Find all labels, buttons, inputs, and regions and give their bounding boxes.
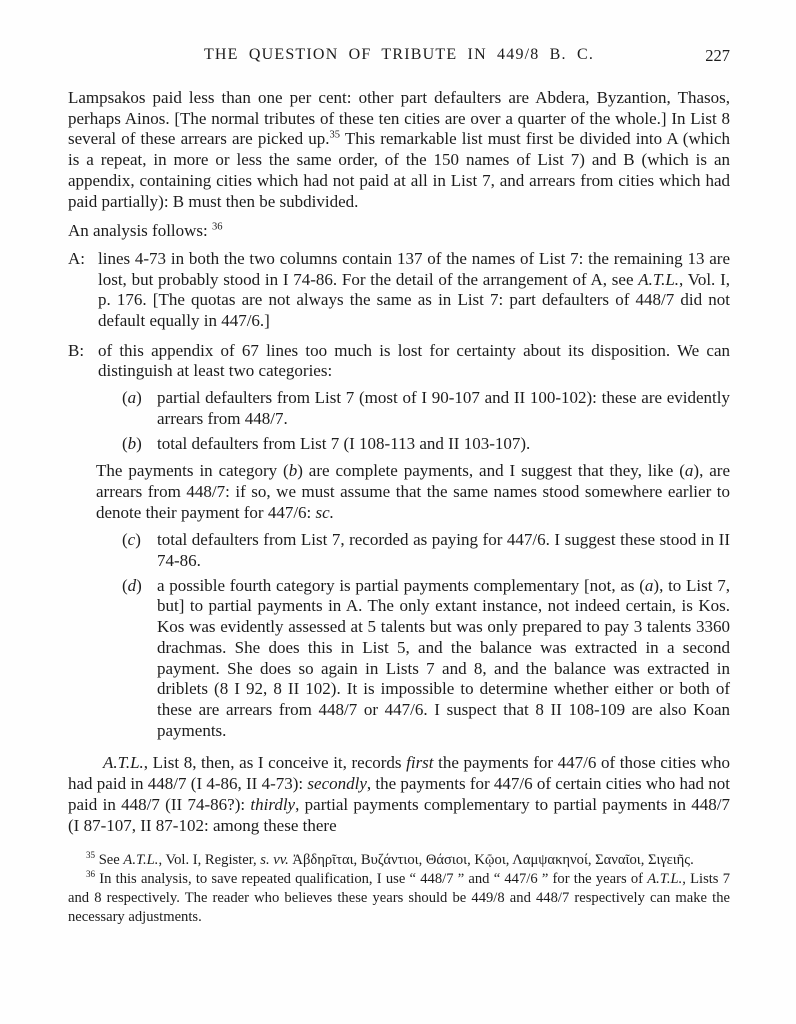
paragraph-payments: The payments in category (b) are complete payments, and I suggest that they, like (a), are arrears from 448/7: if so, we must assume that the same names stood somewhere earlier to denote their payment for 447/6: sc. [96, 461, 730, 522]
page-number: 227 [705, 46, 730, 65]
analysis-item-A [68, 249, 730, 332]
item-B-label: B: [68, 340, 85, 360]
paragraph-atl-summary: A.T.L., List 8, then, as I conceive it, records first the payments for 447/6 of those cities who had paid in 448/7 (I 4-86, II 4-73): secondly, the payments for 447/6 of certain cities who had not paid in 448/7 (II 74-86?): thirdly, partial payments complementary to partial payments in 448/7 (I 87-107, II 87-102: among these there [68, 753, 730, 835]
sub-item-b-label-runs: (b) [122, 433, 142, 453]
page-title: THE QUESTION OF TRIBUTE IN 449/8 B. C. [203, 46, 595, 63]
sub-item-a [68, 388, 730, 429]
item-B-text: of this appendix of 67 lines too much is lost for certainty about its disposition. We can distinguish at least two categories: [98, 340, 730, 381]
item-A-text: lines 4-73 in both the two columns contain 137 of the names of List 7: the remaining 13 are lost, but probably stood in I 74-86. For the detail of the arrangement of A, see A.T.L., Vol. I, p. 176. [The quotas are not always the same as in List 7: part defaulters of 448/7 did not default equally in 447/6.] [98, 248, 730, 331]
footnote-35: $^{35}$ See A.T.L., Vol. I, Register, s. vv. Ἀβδηρῖται, Βυζάντιοι, Θάσιοι, Κῷοι, Λαμψακηνοί, Σαναῖοι, Σιγειῆς. [86, 850, 694, 869]
sub-item-a-label-runs: (a) [122, 388, 142, 408]
sub-item-d [68, 576, 730, 742]
sub-item-c [68, 530, 730, 571]
page-body [68, 88, 730, 836]
sub-item-c-label-runs: (c) [122, 530, 141, 550]
analysis-item-B [68, 341, 730, 382]
running-header [68, 46, 730, 64]
item-A-label: A: [68, 248, 85, 268]
footnotes-section [68, 851, 730, 927]
sub-item-a-text: partial defaulters from List 7 (most of I 90-107 and II 100-102): these are evidently arrears from 448/7. [157, 388, 730, 428]
sub-item-b [68, 434, 730, 455]
sub-item-d-text: a possible fourth category is partial payments complementary [not, as (a), to List 7, but] to partial payments in A. The only extant instance, not indeed certain, is Kos. Kos was evidently assessed at 5 talents but was only prepared to pay 3 talents 3360 drachmas. She does this in List 5, and the balance was extracted in a second payment. She does so again in Lists 7 and 8, and the balance was extracted in driblets (8 I 92, 8 II 102). It is impossible to determine whether either or both of these are arrears from 448/7 or 447/6. I suspect that 8 II 108-109 are also Koan payments. [157, 575, 730, 740]
footnote-36: $^{36}$ In this analysis, to save repeated qualification, I use “ 448/7 ” and “ 447/6 ” for the years of A.T.L., Lists 7 and 8 respectively. The reader who believes these years should be 449/8 and 448/7 respectively can make the necessary adjustments. [68, 869, 730, 926]
paragraph-lampsakos: Lampsakos paid less than one per cent: other part defaulters are Abdera, Byzantion, Thasos, perhaps Ainos. [The normal tributes of these ten cities are over a quarter of the whole.] In List 8 several of these arrears are picked up.$^{35}$ This remarkable list must first be divided into A (which is a repeat, in more or less the same order, of the 150 names of List 7) and B (which is an appendix, containing cities which had not paid at all in List 7, and arrears from cities which had paid partially): B must then be subdivided. [68, 88, 730, 211]
sub-item-d-label-runs: (d) [122, 575, 142, 595]
paragraph-analysis-lead: An analysis follows: $^{36}$ [68, 221, 223, 241]
sub-item-c-text: total defaulters from List 7, recorded as paying for 447/6. I suggest these stood in II 74-86. [157, 530, 730, 571]
sub-item-b-text: total defaulters from List 7 (I 108-113 and II 103-107). [157, 433, 531, 453]
